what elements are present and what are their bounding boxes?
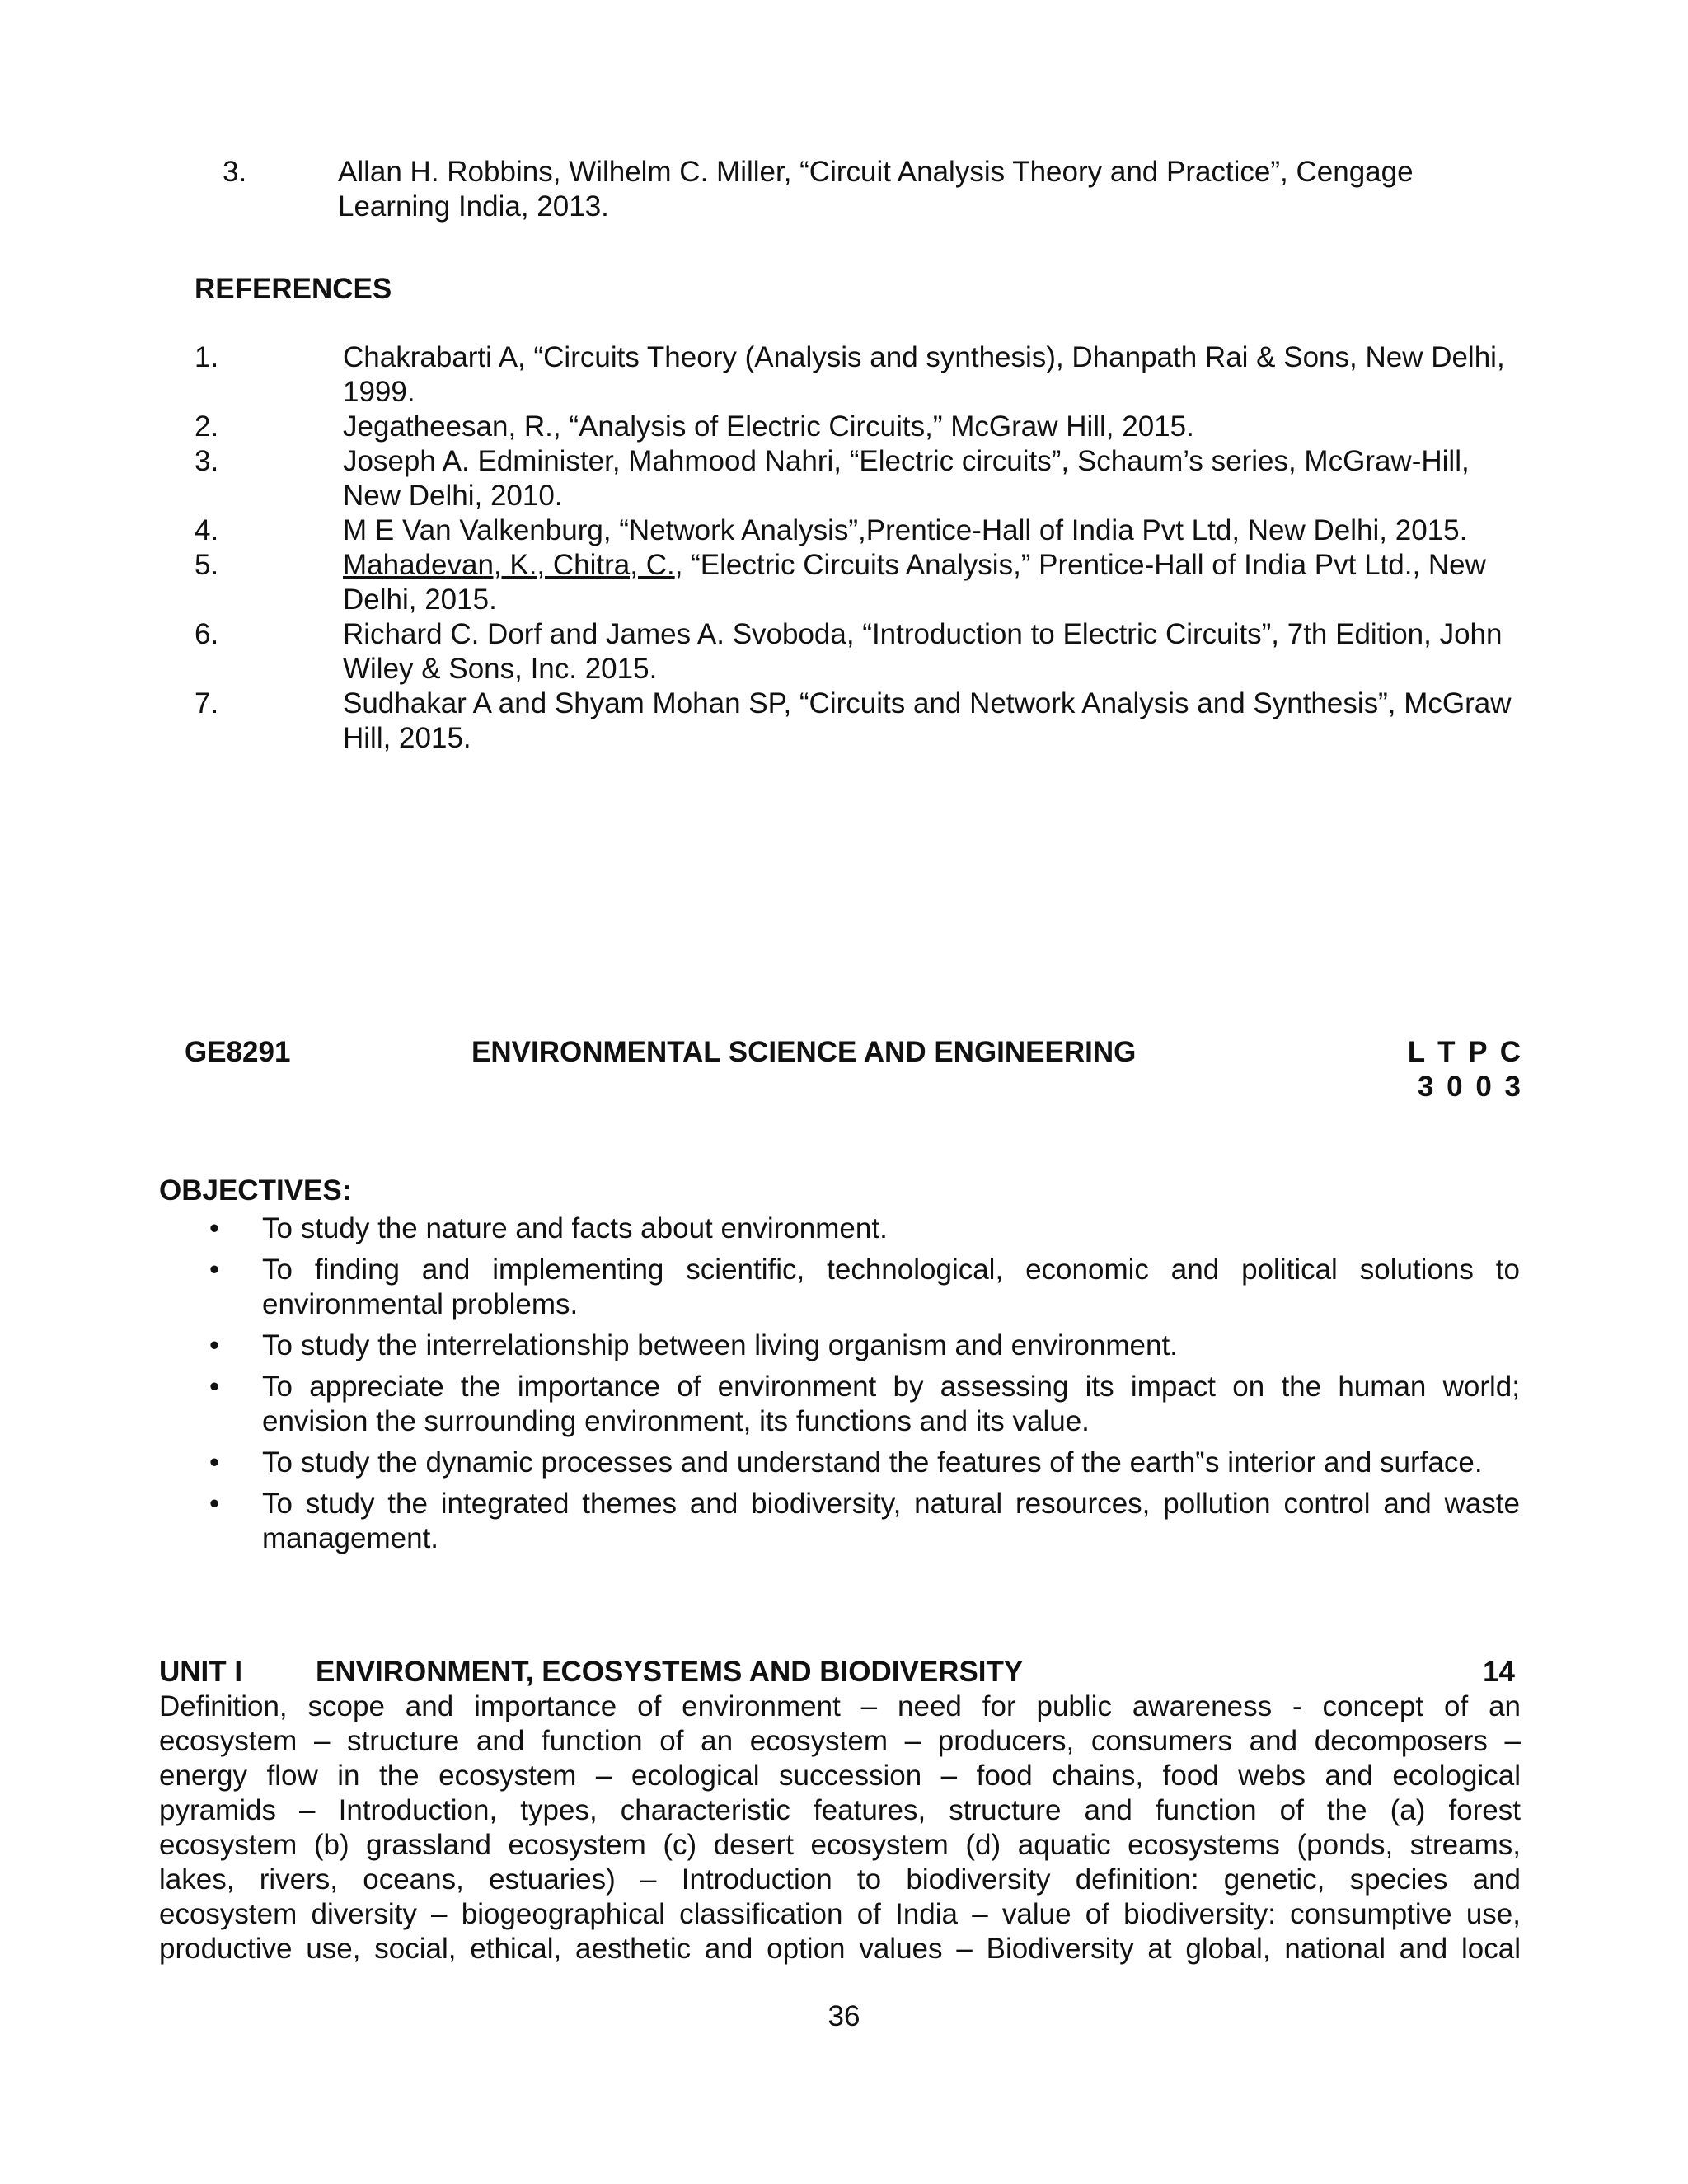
list-item-text: Allan H. Robbins, Wilhelm C. Miller, “Circuit Analysis Theory and Practice”, Cengage Learning India, 2013. xyxy=(338,156,1414,223)
ltpc-values: 3 0 0 3 xyxy=(1417,1071,1523,1103)
unit-hours: 14 xyxy=(1483,1656,1515,1688)
unit-body-line: pyramids – Introduction, types, characteristic features, structure and function of the (a) forest xyxy=(159,1794,1521,1826)
reference-number: 3. xyxy=(195,445,219,477)
list-item-number: 3. xyxy=(223,156,247,188)
reference-text: Chakrabarti A, “Circuits Theory (Analysis and synthesis), Dhanpath Rai & Sons, New Delhi, 1999. xyxy=(343,341,1505,408)
objective-text: To study the nature and facts about environment. xyxy=(262,1212,888,1244)
references-list xyxy=(195,340,1513,756)
reference-item xyxy=(195,687,1513,756)
ltpc-label: L T P C xyxy=(1407,1036,1523,1068)
objectives-list xyxy=(204,1212,1520,1563)
bullet-icon: • xyxy=(209,1329,220,1361)
unit-body-line: energy flow in the ecosystem – ecological succession – food chains, food webs and ecological xyxy=(159,1760,1521,1792)
objective-item xyxy=(204,1487,1520,1556)
reference-text: Sudhakar A and Shyam Mohan SP, “Circuits and Network Analysis and Synthesis”, McGraw Hill, 2015. xyxy=(343,687,1512,754)
reference-text: , “Electric Circuits Analysis,” Prentice-Hall of India Pvt Ltd., New Delhi, 2015. xyxy=(343,549,1486,616)
reference-text: Joseph A. Edminister, Mahmood Nahri, “Electric circuits”, Schaum’s series, McGraw-Hill, New Delhi, 2010. xyxy=(343,445,1470,512)
reference-number: 1. xyxy=(195,341,219,373)
objective-item xyxy=(204,1446,1520,1480)
unit-body-line: productive use, social, ethical, aesthetic and option values – Biodiversity at global, national and local xyxy=(159,1933,1521,1965)
course-code: GE8291 xyxy=(185,1036,291,1068)
unit-body-line: ecosystem (b) grassland ecosystem (c) desert ecosystem (d) aquatic ecosystems (ponds, streams, xyxy=(159,1829,1521,1861)
objective-item xyxy=(204,1212,1520,1246)
bullet-icon: • xyxy=(209,1488,220,1520)
references-heading: REFERENCES xyxy=(195,273,392,305)
objective-text: To study the interrelationship between living organism and environment. xyxy=(262,1329,1178,1361)
list-item xyxy=(223,155,1508,224)
reference-authors-underlined: Mahadevan, K., Chitra, C. xyxy=(343,549,675,581)
reference-item xyxy=(195,548,1513,617)
bullet-icon: • xyxy=(209,1254,220,1286)
bullet-icon: • xyxy=(209,1446,220,1479)
reference-item xyxy=(195,340,1513,410)
reference-item xyxy=(195,410,1513,444)
objective-item xyxy=(204,1329,1520,1363)
reference-item xyxy=(195,513,1513,548)
reference-number: 5. xyxy=(195,549,219,581)
objectives-heading: OBJECTIVES: xyxy=(159,1174,352,1207)
objective-text: To appreciate the importance of environment by assessing its impact on the human world; envision the surrounding environment, its functions and its value. xyxy=(262,1371,1520,1437)
unit-body-line: Definition, scope and importance of environment – need for public awareness - concept of an xyxy=(159,1690,1521,1722)
reference-text: Jegatheesan, R., “Analysis of Electric Circuits,” McGraw Hill, 2015. xyxy=(343,410,1194,443)
bullet-icon: • xyxy=(209,1371,220,1403)
bullet-icon: • xyxy=(209,1212,220,1244)
reference-number: 2. xyxy=(195,410,219,443)
objective-text: To finding and implementing scientific, technological, economic and political solutions to environmental problems. xyxy=(262,1254,1520,1320)
page-number: 36 xyxy=(828,2000,860,2032)
objective-item xyxy=(204,1370,1520,1439)
continuation-list xyxy=(223,155,1508,224)
objective-text: To study the integrated themes and biodiversity, natural resources, pollution control and waste management. xyxy=(262,1488,1520,1554)
unit-title: ENVIRONMENT, ECOSYSTEMS AND BIODIVERSITY xyxy=(316,1656,1024,1688)
ltpc-block xyxy=(1408,1035,1523,1104)
unit-body-line: lakes, rivers, oceans, estuaries) – Introduction to biodiversity definition: genetic, species and xyxy=(159,1863,1521,1896)
unit-label: UNIT I xyxy=(159,1656,243,1688)
reference-text: Richard C. Dorf and James A. Svoboda, “Introduction to Electric Circuits”, 7th Edition, John Wiley & Sons, Inc. 2015. xyxy=(343,618,1503,685)
unit-body-line: ecosystem – structure and function of an ecosystem – producers, consumers and decomposers – xyxy=(159,1725,1521,1757)
reference-item xyxy=(195,444,1513,513)
reference-text-wrapper xyxy=(343,548,1513,617)
reference-number: 6. xyxy=(195,618,219,650)
reference-text: M E Van Valkenburg, “Network Analysis”,Prentice-Hall of India Pvt Ltd, New Delhi, 2015. xyxy=(343,514,1468,546)
reference-item xyxy=(195,617,1513,687)
unit-body xyxy=(159,1690,1521,1966)
course-title: ENVIRONMENTAL SCIENCE AND ENGINEERING xyxy=(471,1036,1137,1068)
objective-item xyxy=(204,1253,1520,1322)
reference-number: 7. xyxy=(195,687,219,719)
reference-number: 4. xyxy=(195,514,219,546)
objective-text: To study the dynamic processes and understand the features of the earth‟s interior and surface. xyxy=(262,1446,1483,1479)
unit-body-line: ecosystem diversity – biogeographical classification of India – value of biodiversity: consumptive use, xyxy=(159,1898,1521,1930)
